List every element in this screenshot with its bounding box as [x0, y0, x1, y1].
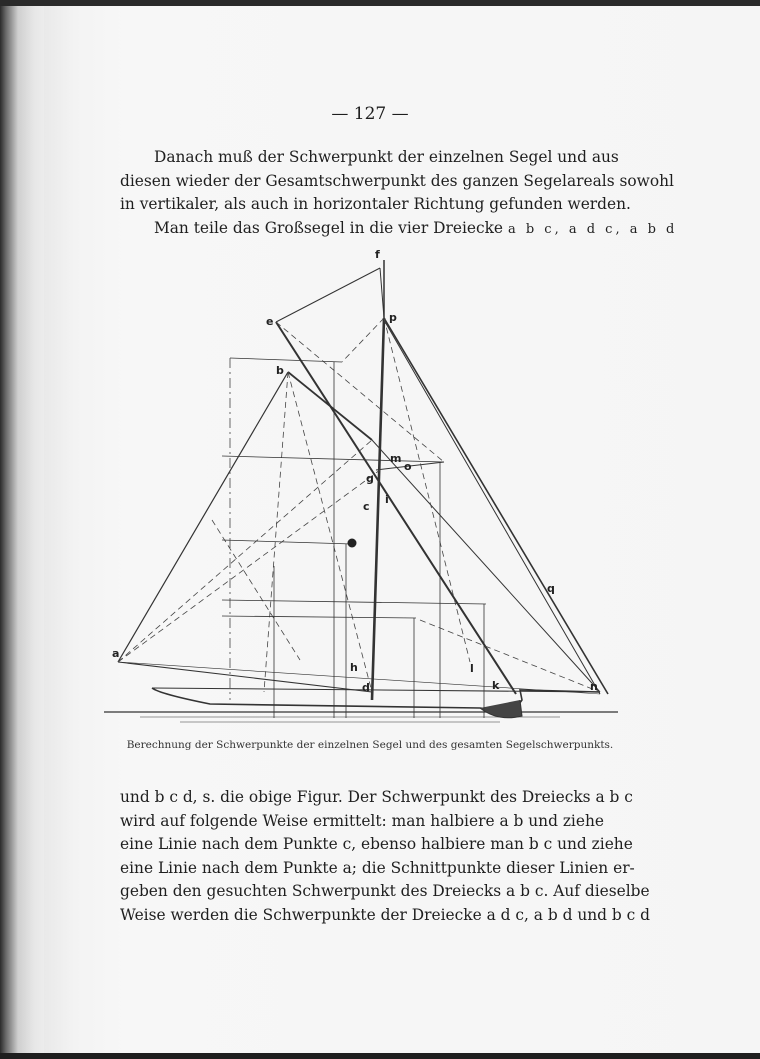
point-label-k: k [492, 679, 500, 692]
point-label-c: c [363, 500, 370, 513]
topsail-yard [276, 268, 380, 322]
text-fragment: Man teile das Großsegel in die vier Dreiecke [154, 218, 504, 237]
dashed-median [420, 620, 600, 692]
total-centroid-marker [348, 539, 357, 548]
text-line: Danach muß der Schwerpunkt der einzelnen Segel und aus [154, 148, 619, 166]
point-label-e: e [266, 315, 274, 328]
dashed-median [342, 318, 384, 362]
dashed-median [384, 318, 470, 662]
staysail-foot [372, 440, 600, 692]
point-label-q: q [547, 582, 555, 595]
measure-line [222, 600, 486, 604]
text-line: Weise werden die Schwerpunkte der Dreiecke a d c, a b d und b c d [120, 905, 651, 924]
triangle-letters: a b c, a d c, a b d [507, 221, 678, 237]
text-line: wird auf folgende Weise ermittelt: man halbiere a b und ziehe [120, 811, 604, 830]
dashed-median [288, 372, 372, 692]
page-number: — 127 — [331, 104, 409, 124]
point-label-f: f [375, 248, 380, 261]
text-line: eine Linie nach dem Punkte a; die Schnittpunkte dieser Linien er- [120, 858, 635, 877]
point-label-i: i [385, 493, 389, 506]
point-label-n: n [590, 680, 598, 693]
yard-spar [276, 322, 516, 694]
point-label-h: h [350, 661, 358, 674]
text-line: eine Linie nach dem Punkte c, ebenso halbiere man b c und ziehe [120, 835, 633, 853]
text-line: in vertikaler, als auch in horizontaler Richtung gefunden werden. [120, 195, 631, 213]
baseline [118, 662, 600, 694]
dashed-median [118, 470, 380, 662]
text-line: diesen wieder der Gesamtschwerpunkt des ganzen Segelareals sowohl [120, 171, 674, 190]
point-label-d: d [362, 681, 370, 694]
figure-caption: Berechnung der Schwerpunkte der einzelnen Segel und des gesamten Segelschwerpunkts. [126, 739, 614, 751]
point-label-o: o [404, 460, 412, 473]
point-label-p: p [389, 311, 397, 324]
mainsail-leech [118, 372, 288, 662]
mast [372, 318, 384, 700]
point-label-a: a [112, 647, 120, 660]
point-label-l: l [470, 662, 474, 675]
paragraph-bottom [120, 786, 651, 927]
rudder [480, 700, 522, 718]
point-label-g: g [366, 472, 374, 485]
point-label-b: b [276, 364, 284, 377]
forestay [384, 318, 608, 694]
measure-line [230, 358, 342, 362]
jib-luff [384, 320, 600, 694]
measure-line [222, 616, 416, 618]
dashed-median [264, 372, 288, 692]
point-label-m: m [390, 452, 402, 465]
text-line: und b c d, s. die obige Figur. Der Schwerpunkt des Dreiecks a b c [120, 788, 633, 806]
text-line: geben den gesuchten Schwerpunkt des Dreiecks a b c. Auf dieselbe [120, 882, 650, 900]
